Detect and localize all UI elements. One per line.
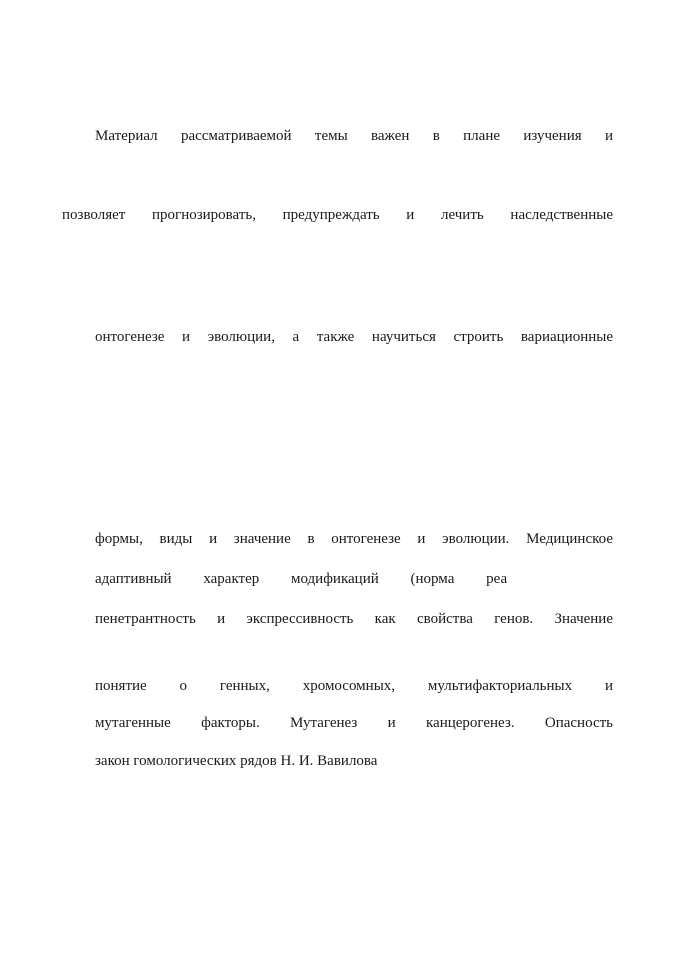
text-line-2: позволяет прогнозировать, предупреждать и лечить наследственные	[62, 207, 613, 223]
text-line-5: адаптивный характер модификаций (норма реа	[95, 571, 508, 587]
text-line-1: Материал рассматриваемой темы важен в плане изучения и	[95, 128, 613, 144]
text-line-7: понятие о генных, хромосомных, мультифакториальных и	[95, 678, 613, 694]
text-line-9: закон гомологических рядов Н. И. Вавилова	[95, 753, 378, 769]
text-line-6: пенетрантность и экспрессивность как свойства генов. Значение	[95, 611, 613, 627]
text-line-3: онтогенезе и эволюции, а также научиться строить вариационные	[95, 329, 613, 345]
text-line-8: мутагенные факторы. Мутагенез и канцерогенез. Опасность	[95, 715, 613, 731]
text-line-4: формы, виды и значение в онтогенезе и эволюции. Медицинское	[95, 531, 613, 547]
